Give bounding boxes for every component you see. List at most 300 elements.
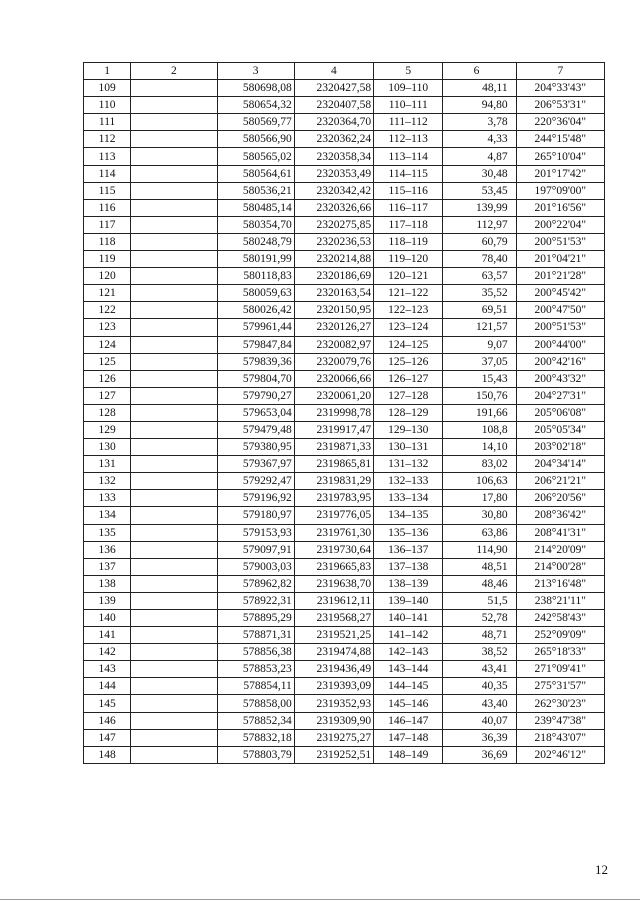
x-coordinate-cell: 578856,38 <box>217 644 294 661</box>
y-coordinate-cell: 2319865,81 <box>294 456 373 473</box>
blank-cell <box>131 165 217 182</box>
point-number-cell: 144 <box>84 678 131 695</box>
x-coordinate-cell: 580026,42 <box>217 302 294 319</box>
bearing-cell: 205°05'34" <box>516 421 604 438</box>
segment-cell: 135–136 <box>374 524 443 541</box>
table-row <box>84 541 605 558</box>
x-coordinate-cell: 580564,61 <box>217 165 294 182</box>
length-cell: 106,63 <box>443 473 516 490</box>
point-number-cell: 125 <box>84 353 131 370</box>
length-cell: 9,07 <box>443 336 516 353</box>
length-cell: 60,79 <box>443 233 516 250</box>
length-cell: 139,99 <box>443 199 516 216</box>
x-coordinate-cell: 580654,32 <box>217 97 294 114</box>
table-row <box>84 165 605 182</box>
table-row <box>84 592 605 609</box>
blank-cell <box>131 507 217 524</box>
x-coordinate-cell: 578871,31 <box>217 627 294 644</box>
table-row <box>84 729 605 746</box>
y-coordinate-cell: 2320427,58 <box>294 80 373 97</box>
bearing-cell: 201°17'42" <box>516 165 604 182</box>
point-number-cell: 131 <box>84 456 131 473</box>
bearing-cell: 252°09'09" <box>516 627 604 644</box>
bearing-cell: 238°21'11" <box>516 592 604 609</box>
point-number-cell: 115 <box>84 182 131 199</box>
blank-cell <box>131 490 217 507</box>
length-cell: 63,86 <box>443 524 516 541</box>
blank-cell <box>131 421 217 438</box>
segment-cell: 148–149 <box>374 746 443 763</box>
bearing-cell: 206°53'31" <box>516 97 604 114</box>
x-coordinate-cell: 580566,90 <box>217 131 294 148</box>
y-coordinate-cell: 2320358,34 <box>294 148 373 165</box>
x-coordinate-cell: 580565,02 <box>217 148 294 165</box>
segment-cell: 114–115 <box>374 165 443 182</box>
point-number-cell: 127 <box>84 387 131 404</box>
length-cell: 150,76 <box>443 387 516 404</box>
segment-cell: 115–116 <box>374 182 443 199</box>
blank-cell <box>131 353 217 370</box>
y-coordinate-cell: 2320214,88 <box>294 251 373 268</box>
x-coordinate-cell: 579153,93 <box>217 524 294 541</box>
length-cell: 14,10 <box>443 439 516 456</box>
bearing-cell: 200°44'00" <box>516 336 604 353</box>
table-row <box>84 387 605 404</box>
bearing-cell: 202°46'12" <box>516 746 604 763</box>
blank-cell <box>131 746 217 763</box>
x-coordinate-cell: 580118,83 <box>217 268 294 285</box>
segment-cell: 125–126 <box>374 353 443 370</box>
blank-cell <box>131 319 217 336</box>
x-coordinate-cell: 580059,63 <box>217 285 294 302</box>
point-number-cell: 133 <box>84 490 131 507</box>
column-header: 5 <box>374 63 443 80</box>
bearing-cell: 200°42'16" <box>516 353 604 370</box>
x-coordinate-cell: 578858,00 <box>217 695 294 712</box>
x-coordinate-cell: 578922,31 <box>217 592 294 609</box>
y-coordinate-cell: 2319761,30 <box>294 524 373 541</box>
length-cell: 112,97 <box>443 216 516 233</box>
table-row <box>84 746 605 763</box>
column-header: 4 <box>294 63 373 80</box>
length-cell: 78,40 <box>443 251 516 268</box>
segment-cell: 141–142 <box>374 627 443 644</box>
x-coordinate-cell: 580485,14 <box>217 199 294 216</box>
point-number-cell: 136 <box>84 541 131 558</box>
y-coordinate-cell: 2320066,66 <box>294 370 373 387</box>
table-row <box>84 421 605 438</box>
length-cell: 4,33 <box>443 131 516 148</box>
y-coordinate-cell: 2319393,09 <box>294 678 373 695</box>
bearing-cell: 201°16'56" <box>516 199 604 216</box>
blank-cell <box>131 558 217 575</box>
blank-cell <box>131 575 217 592</box>
table-header-row <box>84 63 605 80</box>
bearing-cell: 218°43'07" <box>516 729 604 746</box>
table-row <box>84 199 605 216</box>
y-coordinate-cell: 2319871,33 <box>294 439 373 456</box>
segment-cell: 137–138 <box>374 558 443 575</box>
y-coordinate-cell: 2319917,47 <box>294 421 373 438</box>
blank-cell <box>131 712 217 729</box>
segment-cell: 130–131 <box>374 439 443 456</box>
segment-cell: 132–133 <box>374 473 443 490</box>
x-coordinate-cell: 578895,29 <box>217 610 294 627</box>
bearing-cell: 208°41'31" <box>516 524 604 541</box>
x-coordinate-cell: 579479,48 <box>217 421 294 438</box>
table-row <box>84 114 605 131</box>
blank-cell <box>131 182 217 199</box>
blank-cell <box>131 114 217 131</box>
blank-cell <box>131 541 217 558</box>
point-number-cell: 130 <box>84 439 131 456</box>
column-header: 1 <box>84 63 131 80</box>
segment-cell: 117–118 <box>374 216 443 233</box>
bearing-cell: 201°21'28" <box>516 268 604 285</box>
bearing-cell: 200°43'32" <box>516 370 604 387</box>
segment-cell: 121–122 <box>374 285 443 302</box>
table-row <box>84 678 605 695</box>
x-coordinate-cell: 580248,79 <box>217 233 294 250</box>
segment-cell: 110–111 <box>374 97 443 114</box>
length-cell: 43,41 <box>443 661 516 678</box>
bearing-cell: 208°36'42" <box>516 507 604 524</box>
segment-cell: 126–127 <box>374 370 443 387</box>
y-coordinate-cell: 2319665,83 <box>294 558 373 575</box>
x-coordinate-cell: 580354,70 <box>217 216 294 233</box>
bearing-cell: 204°33'43" <box>516 80 604 97</box>
table-row <box>84 131 605 148</box>
point-number-cell: 116 <box>84 199 131 216</box>
y-coordinate-cell: 2319275,27 <box>294 729 373 746</box>
y-coordinate-cell: 2320163,54 <box>294 285 373 302</box>
table-row <box>84 439 605 456</box>
segment-cell: 140–141 <box>374 610 443 627</box>
blank-cell <box>131 268 217 285</box>
y-coordinate-cell: 2319252,51 <box>294 746 373 763</box>
segment-cell: 129–130 <box>374 421 443 438</box>
blank-cell <box>131 370 217 387</box>
length-cell: 30,80 <box>443 507 516 524</box>
point-number-cell: 139 <box>84 592 131 609</box>
segment-cell: 118–119 <box>374 233 443 250</box>
y-coordinate-cell: 2319998,78 <box>294 404 373 421</box>
blank-cell <box>131 387 217 404</box>
bearing-cell: 220°36'04" <box>516 114 604 131</box>
y-coordinate-cell: 2319831,29 <box>294 473 373 490</box>
y-coordinate-cell: 2320364,70 <box>294 114 373 131</box>
length-cell: 30,48 <box>443 165 516 182</box>
x-coordinate-cell: 578803,79 <box>217 746 294 763</box>
length-cell: 17,80 <box>443 490 516 507</box>
segment-cell: 138–139 <box>374 575 443 592</box>
table-row <box>84 627 605 644</box>
table-row <box>84 644 605 661</box>
bearing-cell: 204°34'14" <box>516 456 604 473</box>
blank-cell <box>131 199 217 216</box>
length-cell: 35,52 <box>443 285 516 302</box>
blank-cell <box>131 729 217 746</box>
length-cell: 53,45 <box>443 182 516 199</box>
segment-cell: 109–110 <box>374 80 443 97</box>
y-coordinate-cell: 2319783,95 <box>294 490 373 507</box>
table-row <box>84 473 605 490</box>
segment-cell: 128–129 <box>374 404 443 421</box>
y-coordinate-cell: 2320362,24 <box>294 131 373 148</box>
x-coordinate-cell: 578962,82 <box>217 575 294 592</box>
coordinates-table <box>83 62 605 764</box>
bearing-cell: 203°02'18" <box>516 439 604 456</box>
table-row <box>84 336 605 353</box>
segment-cell: 142–143 <box>374 644 443 661</box>
point-number-cell: 122 <box>84 302 131 319</box>
point-number-cell: 124 <box>84 336 131 353</box>
page-bottom-rule <box>0 899 640 900</box>
table-row <box>84 524 605 541</box>
blank-cell <box>131 233 217 250</box>
point-number-cell: 141 <box>84 627 131 644</box>
y-coordinate-cell: 2320079,76 <box>294 353 373 370</box>
y-coordinate-cell: 2319352,93 <box>294 695 373 712</box>
length-cell: 4,87 <box>443 148 516 165</box>
bearing-cell: 200°51'53" <box>516 233 604 250</box>
blank-cell <box>131 610 217 627</box>
table-row <box>84 233 605 250</box>
table-row <box>84 370 605 387</box>
y-coordinate-cell: 2319730,64 <box>294 541 373 558</box>
blank-cell <box>131 439 217 456</box>
bearing-cell: 200°51'53" <box>516 319 604 336</box>
point-number-cell: 135 <box>84 524 131 541</box>
table-row <box>84 302 605 319</box>
segment-cell: 113–114 <box>374 148 443 165</box>
segment-cell: 123–124 <box>374 319 443 336</box>
point-number-cell: 110 <box>84 97 131 114</box>
table-row <box>84 456 605 473</box>
y-coordinate-cell: 2320061,20 <box>294 387 373 404</box>
blank-cell <box>131 456 217 473</box>
x-coordinate-cell: 579292,47 <box>217 473 294 490</box>
bearing-cell: 214°20'09" <box>516 541 604 558</box>
table-row <box>84 353 605 370</box>
point-number-cell: 119 <box>84 251 131 268</box>
point-number-cell: 132 <box>84 473 131 490</box>
segment-cell: 136–137 <box>374 541 443 558</box>
column-header: 3 <box>217 63 294 80</box>
segment-cell: 147–148 <box>374 729 443 746</box>
point-number-cell: 123 <box>84 319 131 336</box>
x-coordinate-cell: 579097,91 <box>217 541 294 558</box>
y-coordinate-cell: 2320275,85 <box>294 216 373 233</box>
blank-cell <box>131 302 217 319</box>
point-number-cell: 111 <box>84 114 131 131</box>
table-row <box>84 558 605 575</box>
y-coordinate-cell: 2319474,88 <box>294 644 373 661</box>
length-cell: 191,66 <box>443 404 516 421</box>
point-number-cell: 120 <box>84 268 131 285</box>
table-row <box>84 216 605 233</box>
table-row <box>84 490 605 507</box>
bearing-cell: 242°58'43" <box>516 610 604 627</box>
y-coordinate-cell: 2320407,58 <box>294 97 373 114</box>
point-number-cell: 128 <box>84 404 131 421</box>
length-cell: 40,07 <box>443 712 516 729</box>
point-number-cell: 134 <box>84 507 131 524</box>
y-coordinate-cell: 2319638,70 <box>294 575 373 592</box>
x-coordinate-cell: 579790,27 <box>217 387 294 404</box>
segment-cell: 133–134 <box>374 490 443 507</box>
length-cell: 114,90 <box>443 541 516 558</box>
table-row <box>84 251 605 268</box>
x-coordinate-cell: 578852,34 <box>217 712 294 729</box>
point-number-cell: 114 <box>84 165 131 182</box>
x-coordinate-cell: 580698,08 <box>217 80 294 97</box>
blank-cell <box>131 216 217 233</box>
table-row <box>84 319 605 336</box>
bearing-cell: 214°00'28" <box>516 558 604 575</box>
point-number-cell: 148 <box>84 746 131 763</box>
blank-cell <box>131 404 217 421</box>
segment-cell: 112–113 <box>374 131 443 148</box>
x-coordinate-cell: 580191,99 <box>217 251 294 268</box>
length-cell: 15,43 <box>443 370 516 387</box>
table-row <box>84 148 605 165</box>
bearing-cell: 204°27'31" <box>516 387 604 404</box>
x-coordinate-cell: 579847,84 <box>217 336 294 353</box>
segment-cell: 119–120 <box>374 251 443 268</box>
point-number-cell: 117 <box>84 216 131 233</box>
table-row <box>84 661 605 678</box>
y-coordinate-cell: 2320326,66 <box>294 199 373 216</box>
length-cell: 52,78 <box>443 610 516 627</box>
length-cell: 3,78 <box>443 114 516 131</box>
x-coordinate-cell: 578854,11 <box>217 678 294 695</box>
point-number-cell: 146 <box>84 712 131 729</box>
x-coordinate-cell: 579839,36 <box>217 353 294 370</box>
blank-cell <box>131 644 217 661</box>
table-row <box>84 575 605 592</box>
segment-cell: 144–145 <box>374 678 443 695</box>
x-coordinate-cell: 580536,21 <box>217 182 294 199</box>
point-number-cell: 143 <box>84 661 131 678</box>
length-cell: 48,46 <box>443 575 516 592</box>
x-coordinate-cell: 579380,95 <box>217 439 294 456</box>
x-coordinate-cell: 579196,92 <box>217 490 294 507</box>
y-coordinate-cell: 2319776,05 <box>294 507 373 524</box>
point-number-cell: 118 <box>84 233 131 250</box>
table-row <box>84 285 605 302</box>
y-coordinate-cell: 2320342,42 <box>294 182 373 199</box>
bearing-cell: 265°10'04" <box>516 148 604 165</box>
segment-cell: 116–117 <box>374 199 443 216</box>
length-cell: 69,51 <box>443 302 516 319</box>
y-coordinate-cell: 2319521,25 <box>294 627 373 644</box>
length-cell: 36,39 <box>443 729 516 746</box>
bearing-cell: 262°30'23" <box>516 695 604 712</box>
blank-cell <box>131 285 217 302</box>
blank-cell <box>131 131 217 148</box>
blank-cell <box>131 678 217 695</box>
y-coordinate-cell: 2320126,27 <box>294 319 373 336</box>
bearing-cell: 201°04'21" <box>516 251 604 268</box>
bearing-cell: 275°31'57" <box>516 678 604 695</box>
table-row <box>84 268 605 285</box>
point-number-cell: 140 <box>84 610 131 627</box>
y-coordinate-cell: 2319612,11 <box>294 592 373 609</box>
table-row <box>84 182 605 199</box>
bearing-cell: 239°47'38" <box>516 712 604 729</box>
table-row <box>84 610 605 627</box>
length-cell: 40,35 <box>443 678 516 695</box>
length-cell: 108,8 <box>443 421 516 438</box>
x-coordinate-cell: 579653,04 <box>217 404 294 421</box>
page-number: 12 <box>595 862 608 877</box>
y-coordinate-cell: 2320186,69 <box>294 268 373 285</box>
segment-cell: 124–125 <box>374 336 443 353</box>
bearing-cell: 200°47'50" <box>516 302 604 319</box>
point-number-cell: 145 <box>84 695 131 712</box>
segment-cell: 127–128 <box>374 387 443 404</box>
bearing-cell: 205°06'08" <box>516 404 604 421</box>
bearing-cell: 213°16'48" <box>516 575 604 592</box>
table-body <box>84 80 605 764</box>
blank-cell <box>131 524 217 541</box>
column-header: 2 <box>131 63 217 80</box>
x-coordinate-cell: 579367,97 <box>217 456 294 473</box>
point-number-cell: 129 <box>84 421 131 438</box>
point-number-cell: 147 <box>84 729 131 746</box>
blank-cell <box>131 695 217 712</box>
segment-cell: 131–132 <box>374 456 443 473</box>
blank-cell <box>131 592 217 609</box>
bearing-cell: 206°21'21" <box>516 473 604 490</box>
x-coordinate-cell: 578853,23 <box>217 661 294 678</box>
bearing-cell: 244°15'48" <box>516 131 604 148</box>
blank-cell <box>131 148 217 165</box>
blank-cell <box>131 627 217 644</box>
point-number-cell: 113 <box>84 148 131 165</box>
length-cell: 94,80 <box>443 97 516 114</box>
x-coordinate-cell: 579003,03 <box>217 558 294 575</box>
segment-cell: 111–112 <box>374 114 443 131</box>
length-cell: 83,02 <box>443 456 516 473</box>
blank-cell <box>131 80 217 97</box>
y-coordinate-cell: 2319436,49 <box>294 661 373 678</box>
x-coordinate-cell: 579180,97 <box>217 507 294 524</box>
bearing-cell: 200°45'42" <box>516 285 604 302</box>
blank-cell <box>131 473 217 490</box>
point-number-cell: 126 <box>84 370 131 387</box>
table-row <box>84 97 605 114</box>
table-row <box>84 507 605 524</box>
blank-cell <box>131 251 217 268</box>
x-coordinate-cell: 579961,44 <box>217 319 294 336</box>
y-coordinate-cell: 2320150,95 <box>294 302 373 319</box>
table-row <box>84 695 605 712</box>
length-cell: 121,57 <box>443 319 516 336</box>
y-coordinate-cell: 2320236,53 <box>294 233 373 250</box>
length-cell: 63,57 <box>443 268 516 285</box>
table-row <box>84 80 605 97</box>
length-cell: 48,11 <box>443 80 516 97</box>
segment-cell: 122–123 <box>374 302 443 319</box>
point-number-cell: 142 <box>84 644 131 661</box>
length-cell: 48,51 <box>443 558 516 575</box>
point-number-cell: 138 <box>84 575 131 592</box>
segment-cell: 120–121 <box>374 268 443 285</box>
blank-cell <box>131 661 217 678</box>
point-number-cell: 137 <box>84 558 131 575</box>
